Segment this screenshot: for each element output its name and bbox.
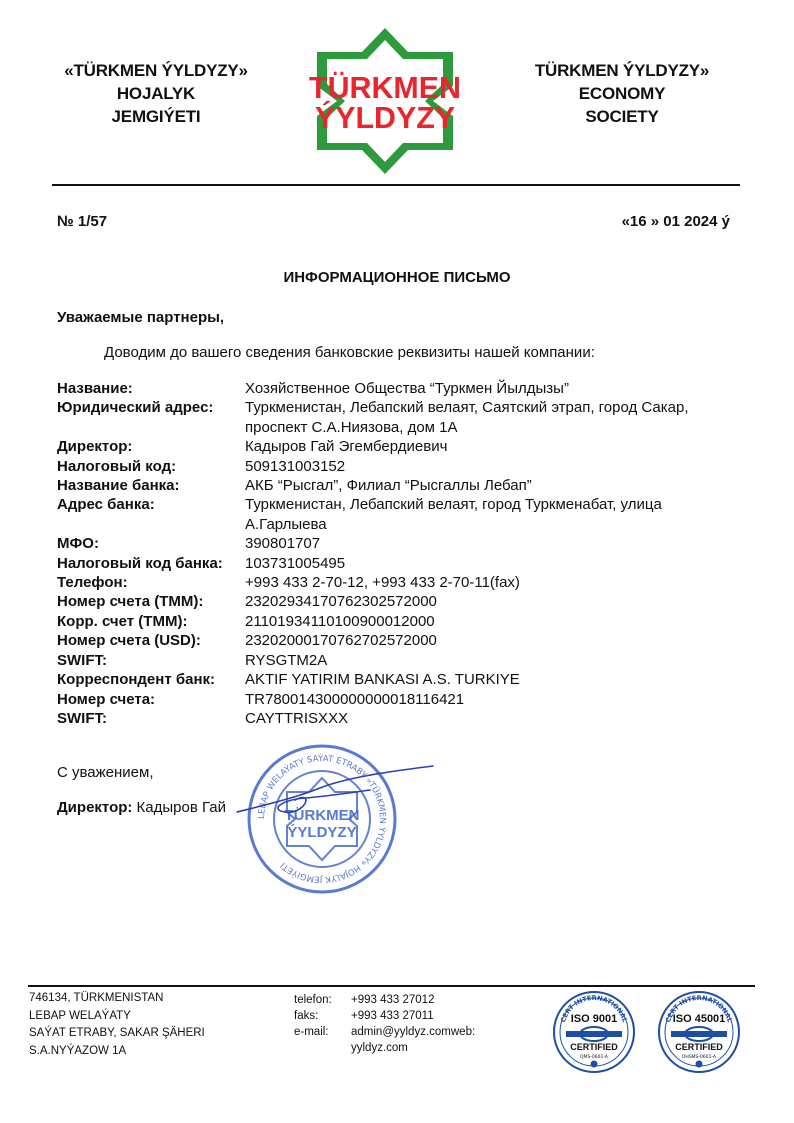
contact-row <box>294 992 475 1008</box>
detail-value: AKTIF YATIRIM BANKASI A.S. TURKIYE <box>245 671 520 689</box>
letter-title: ИНФОРМАЦИОННОЕ ПИСЬМО <box>283 269 511 286</box>
company-name-line: SOCIETY <box>585 107 659 126</box>
detail-row <box>57 437 747 456</box>
contact-key: e-mail: <box>294 1026 329 1038</box>
badge-certified: CERTIFIED <box>675 1042 723 1052</box>
detail-value: CAYTTRISXXX <box>245 709 349 727</box>
address-line: SAÝAT ETRABY, SAKAR ŞÄHERI <box>29 1027 205 1039</box>
stamp-center-text: TÜRKMEN <box>284 807 360 824</box>
detail-row <box>57 709 747 728</box>
detail-value: Кадыров Гай Эгембердиевич <box>245 438 448 456</box>
detail-label: Номер счета: <box>57 690 156 708</box>
address-line: 746134, TÜRKMENISTAN <box>29 992 164 1004</box>
detail-value: 103731005495 <box>245 554 346 572</box>
address-line: S.A.NYÝAZOW 1A <box>29 1044 127 1057</box>
detail-value: 21101934110100900012000 <box>245 612 435 630</box>
address-line: LEBAP WELAÝATY <box>29 1009 131 1022</box>
director-name: Кадыров Гай <box>132 799 226 816</box>
detail-value: 390801707 <box>245 535 321 553</box>
footer-address <box>29 990 205 1060</box>
company-logo <box>303 26 467 176</box>
logo-text-line: ÝYLDYZY <box>315 100 456 135</box>
detail-value: +993 433 2-70-12, +993 433 2-70-11(fax) <box>245 574 520 592</box>
detail-label: Номер счета (ТММ): <box>57 593 204 611</box>
detail-row <box>57 495 747 534</box>
intro-text: Доводим до вашего сведения банковские реквизиты нашей компании: <box>104 344 595 361</box>
contact-email[interactable]: admin@yyldyz.comweb: <box>351 1026 476 1038</box>
company-name-english <box>520 59 724 128</box>
detail-value: 23202000170762702572000 <box>245 632 437 650</box>
company-name-turkmen <box>50 59 262 128</box>
detail-value: 23202934170762302572000 <box>245 593 437 611</box>
detail-label: МФО: <box>57 535 99 553</box>
contact-row <box>294 1040 475 1056</box>
company-name-line: TÜRKMEN ÝYLDYZY» <box>534 61 710 80</box>
badge-issuer: CERT INTERNATIONAL <box>664 993 734 1024</box>
director-signature-line <box>57 799 226 816</box>
director-label: Директор: <box>57 799 133 816</box>
badge-code: QMS-0601-A <box>580 1055 608 1060</box>
detail-row <box>57 631 747 650</box>
detail-label: Налоговый код банка: <box>57 554 223 572</box>
badge-issuer: CERT INTERNATIONAL <box>559 993 629 1024</box>
detail-row <box>57 651 747 670</box>
detail-row <box>57 379 747 398</box>
detail-row <box>57 476 747 495</box>
company-name-line: «TÜRKMEN ÝYLDYZY» <box>64 61 248 80</box>
detail-value: Туркменистан, Лебапский велаят, город Туркменабат, улица А.Гарлыева <box>245 496 662 533</box>
detail-label: Юридический адрес: <box>57 399 214 417</box>
detail-label: SWIFT: <box>57 709 107 727</box>
detail-label: Директор: <box>57 438 133 456</box>
contact-key: telefon: <box>294 994 332 1006</box>
badge-iso: ISO 9001 <box>570 1013 618 1025</box>
letter-date: «16 » 01 2024 ý <box>621 213 730 230</box>
stamp-center-text: ÝYLDYZY <box>287 824 357 841</box>
detail-value: TR780014300000000018116421 <box>245 690 465 708</box>
detail-value: RYSGTM2A <box>245 651 328 669</box>
detail-row <box>57 592 747 611</box>
detail-label: Название: <box>57 380 133 397</box>
director-signature <box>235 760 440 820</box>
footer-contacts <box>294 992 475 1056</box>
detail-row <box>57 554 747 573</box>
detail-value: АКБ “Рысгал”, Филиал “Рысгаллы Лебап” <box>245 477 532 495</box>
header-divider <box>52 184 740 186</box>
detail-label: SWIFT: <box>57 651 107 669</box>
detail-row <box>57 534 747 553</box>
detail-label: Налоговый код: <box>57 457 177 475</box>
detail-row <box>57 612 747 631</box>
letter-number: № 1/57 <box>57 213 108 230</box>
iso-9001-badge <box>552 990 636 1074</box>
iso-45001-badge <box>657 990 741 1074</box>
detail-value: Туркменистан, Лебапский велаят, Саятский этрап, город Сакар, проспект С.А.Ниязова, дом 1А <box>245 399 689 436</box>
detail-row <box>57 573 747 592</box>
contact-key: faks: <box>294 1010 319 1022</box>
detail-label: Название банка: <box>57 477 180 495</box>
detail-value: Хозяйственное Общества “Туркмен Йылдызы” <box>245 380 569 397</box>
detail-label: Корреспондент банк: <box>57 671 216 689</box>
detail-label: Корр. счет (ТММ): <box>57 612 188 630</box>
badge-certified: CERTIFIED <box>570 1042 618 1052</box>
detail-label: Адрес банка: <box>57 496 155 514</box>
company-name-line: ECONOMY <box>578 84 666 103</box>
badge-iso: ISO 45001 <box>672 1013 726 1025</box>
footer-divider <box>28 985 755 987</box>
detail-row <box>57 457 747 476</box>
badge-code: OHSMS-0601-A <box>681 1055 717 1060</box>
contact-website[interactable]: yyldyz.com <box>351 1042 408 1054</box>
detail-label: Телефон: <box>57 574 128 592</box>
logo-text-line: TÜRKMEN <box>309 70 461 105</box>
company-name-line: HOJALYK <box>116 84 196 103</box>
detail-row <box>57 690 747 709</box>
contact-value: +993 433 27012 <box>351 994 435 1006</box>
contact-row <box>294 1008 475 1024</box>
detail-row <box>57 398 747 437</box>
detail-row <box>57 670 747 689</box>
contact-row <box>294 1024 475 1040</box>
contact-value: +993 433 27011 <box>351 1010 434 1022</box>
stamp-ring-text: LEBAP WELAÝATY SAÝAT ETRABY «TÜRKMEN ÝYLDYZY» HOJALYK JEMGIÝETI <box>256 753 388 885</box>
detail-label: Номер счета (USD): <box>57 632 201 650</box>
detail-value: 509131003152 <box>245 457 346 475</box>
greeting: Уважаемые партнеры, <box>57 309 225 326</box>
closing-regards: С уважением, <box>57 764 154 781</box>
company-name-line: JEMGIÝETI <box>111 107 201 126</box>
bank-details <box>57 379 747 728</box>
contact-key <box>294 1040 351 1056</box>
